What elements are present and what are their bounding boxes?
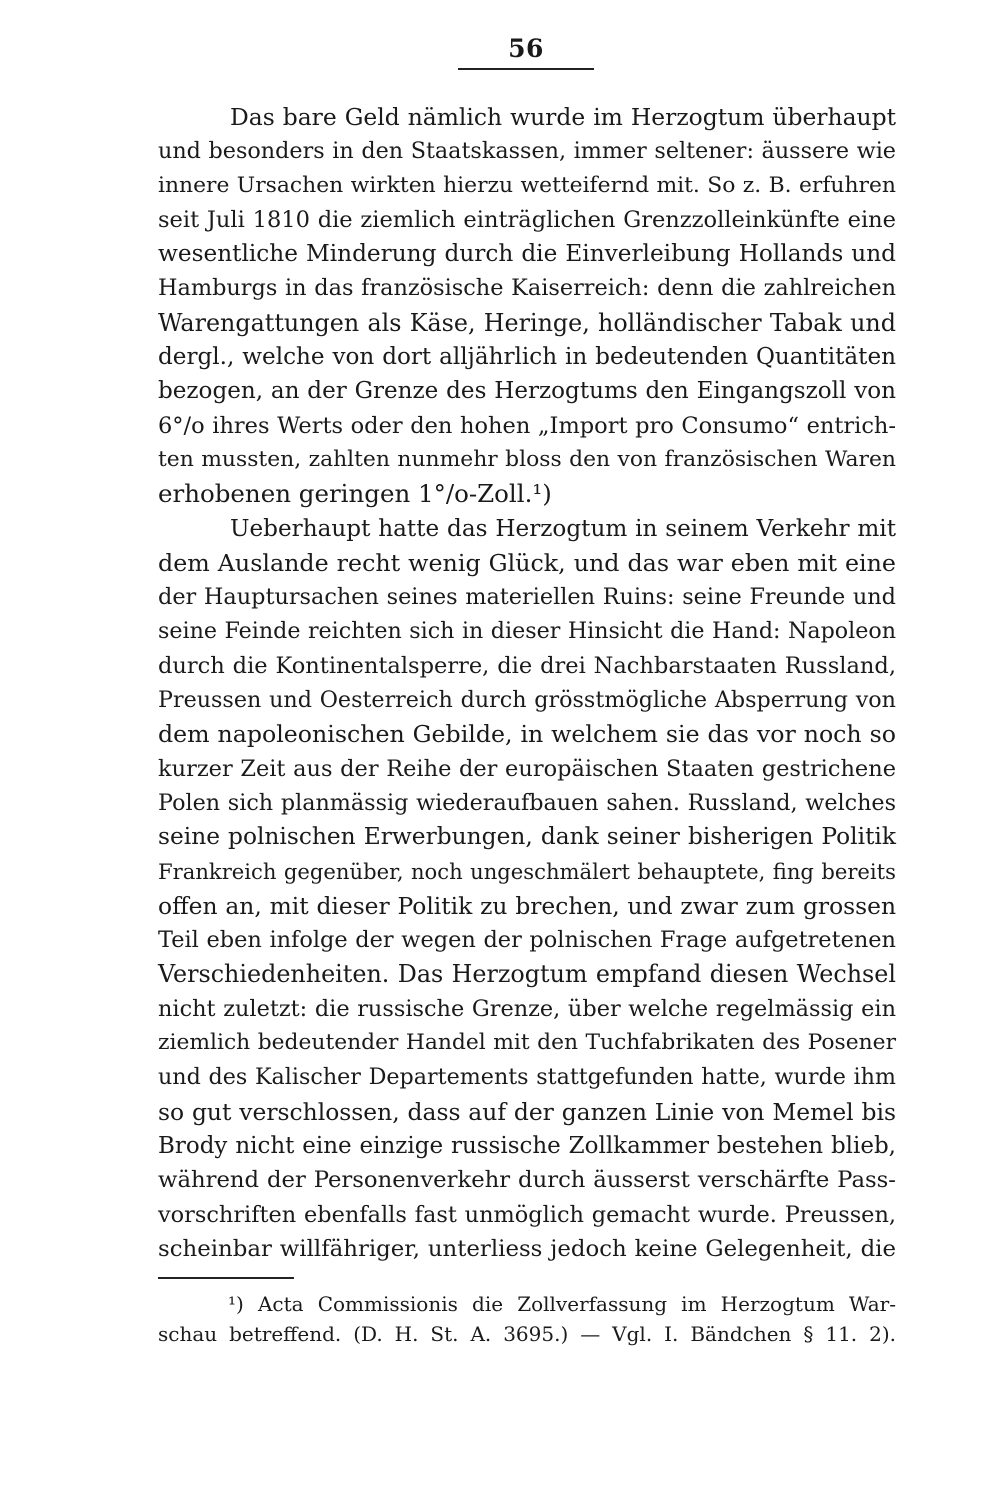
text-line: Das bare Geld nämlich wurde im Herzogtum überhaupt <box>230 103 896 131</box>
paragraph-2 <box>158 512 896 1267</box>
text-line: innere Ursachen wirkten hierzu wetteifernd mit. So z. B. erfuhren <box>158 172 896 198</box>
text-line: und besonders in den Staatskassen, immer seltener: äussere wie <box>158 138 896 165</box>
text-line: Warengattungen als Käse, Heringe, holländischer Tabak und <box>158 308 896 337</box>
text-line: Preussen und Oesterreich durch grösstmögliche Absperrung von <box>158 687 896 714</box>
text-line: Verschiedenheiten. Das Herzogtum empfand diesen Wechsel <box>158 960 896 989</box>
text-line: vorschriften ebenfalls fast unmöglich gemacht wurde. Preussen, <box>158 1201 896 1228</box>
text-line: wesentliche Minderung durch die Einverleibung Hollands und <box>158 240 896 268</box>
body-text <box>158 100 896 1266</box>
text-line: dergl., welche von dort alljährlich in bedeutenden Quantitäten <box>158 344 896 371</box>
text-line: Ueberhaupt hatte das Herzogtum in seinem Verkehr mit <box>230 515 896 542</box>
text-line: so gut verschlossen, dass auf der ganzen Linie von Memel bis <box>158 1097 896 1126</box>
text-line: seit Juli 1810 die ziemlich einträglichen Grenzzolleinkünfte eine <box>158 206 896 233</box>
page-number: 56 <box>508 34 544 63</box>
text-line: erhobenen geringen 1°/o-Zoll.¹) <box>158 479 552 509</box>
text-line: kurzer Zeit aus der Reihe der europäischen Staaten gestrichene <box>158 755 896 782</box>
header-rule <box>458 68 594 70</box>
text-line: der Hauptursachen seines materiellen Ruins: seine Freunde und <box>158 584 896 611</box>
text-line: Polen sich planmässig wiederaufbauen sahen. Russland, welches <box>158 789 896 816</box>
paragraph-1 <box>158 100 896 512</box>
text-line: seine Feinde reichten sich in dieser Hinsicht die Hand: Napoleon <box>158 618 896 645</box>
footnote-line: ¹) Acta Commissionis die Zollverfassung im Herzogtum War- <box>228 1292 896 1316</box>
text-line: seine polnischen Erwerbungen, dank seiner bisherigen Politik <box>158 823 896 851</box>
text-line: durch die Kontinentalsperre, die drei Nachbarstaaten Russland, <box>158 652 896 679</box>
text-line: dem napoleonischen Gebilde, in welchem sie das vor noch so <box>158 720 896 749</box>
text-line: Frankreich gegenüber, noch ungeschmälert behauptete, fing bereits <box>158 858 896 884</box>
text-line: offen an, mit dieser Politik zu brechen, und zwar zum grossen <box>158 891 896 920</box>
text-line: Hamburgs in das französische Kaiserreich: denn die zahlreichen <box>158 275 896 302</box>
text-line: 6°/o ihres Werts oder den hohen „Import pro Consumo“ entrich- <box>158 412 896 439</box>
text-line: Teil eben infolge der wegen der polnischen Frage aufgetretenen <box>158 927 896 954</box>
text-line: und des Kalischer Departements stattgefunden hatte, wurde ihm <box>158 1064 896 1091</box>
text-line: nicht zuletzt: die russische Grenze, über welche regelmässig ein <box>158 995 896 1022</box>
footnote-line: schau betreffend. (D. H. St. A. 3695.) — Vgl. I. Bändchen § 11. 2). <box>158 1322 896 1346</box>
footnote-rule <box>158 1277 294 1279</box>
text-line: scheinbar willfähriger, unterliess jedoch keine Gelegenheit, die <box>158 1235 896 1262</box>
text-line: Brody nicht eine einzige russische Zollkammer bestehen blieb, <box>158 1132 896 1159</box>
text-line: bezogen, an der Grenze des Herzogtums den Eingangszoll von <box>158 378 896 405</box>
footnotes <box>158 1289 896 1349</box>
text-line: dem Auslande recht wenig Glück, und das war eben mit eine <box>158 548 896 577</box>
text-line: ten mussten, zahlten nunmehr bloss den von französischen Waren <box>158 446 896 472</box>
text-line: ziemlich bedeutender Handel mit den Tuchfabrikaten des Posener <box>158 1030 896 1056</box>
text-line: während der Personenverkehr durch äusserst verschärfte Pass- <box>158 1167 896 1194</box>
